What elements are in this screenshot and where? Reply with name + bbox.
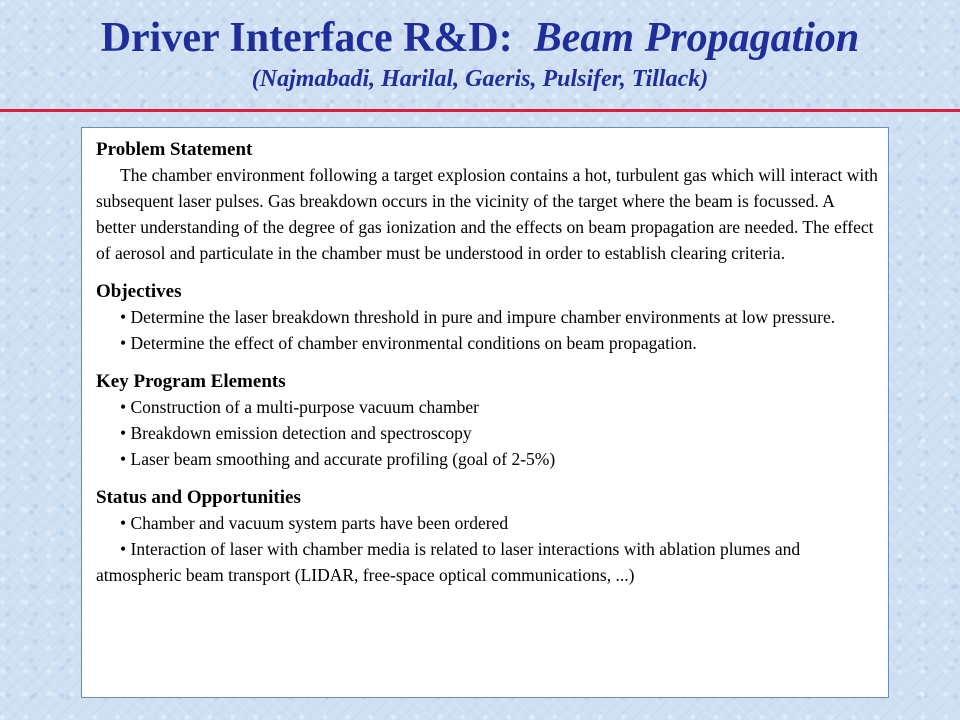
objective-item: • Determine the laser breakdown threshold in pure and impure chamber environments at low pressure.: [120, 307, 836, 327]
section-key-program-elements: [96, 370, 878, 472]
objective-item: • Determine the effect of chamber environmental conditions on beam propagation.: [120, 333, 697, 353]
title-emphasis: Beam Propagation: [533, 15, 860, 61]
status-opportunities-heading: Status and Opportunities: [96, 487, 301, 508]
slide-title: [0, 12, 960, 64]
objectives-heading: Objectives: [96, 281, 182, 302]
section-problem-statement: [96, 138, 878, 266]
problem-statement-heading: Problem Statement: [96, 139, 253, 160]
problem-statement-text: The chamber environment following a target explosion contains a hot, turbulent gas which will interact with subsequent laser pulses. Gas breakdown occurs in the vicinity of the target where the beam is focussed. A better understanding of the degree of gas ionization and the effects on beam propagation are needed. The effect of aerosol and particulate in the chamber must be understood in order to establish clearing criteria.: [96, 165, 878, 263]
status-item: • Interaction of laser with chamber media is related to laser interactions with ablation plumes and atmospheric beam transport (LIDAR, free-space optical communications, ...): [96, 539, 801, 585]
key-program-elements-heading: Key Program Elements: [96, 371, 286, 392]
section-objectives: [96, 280, 878, 356]
title-main: Driver Interface R&D:: [100, 15, 513, 61]
key-element-item: • Laser beam smoothing and accurate profiling (goal of 2-5%): [120, 449, 556, 469]
content-box: [81, 127, 889, 698]
authors-subtitle: (Najmabadi, Harilal, Gaeris, Pulsifer, Tillack): [251, 66, 709, 92]
key-element-item: • Breakdown emission detection and spectroscopy: [120, 423, 472, 443]
section-status-opportunities: [96, 486, 878, 588]
status-item: • Chamber and vacuum system parts have been ordered: [120, 513, 509, 533]
title-divider: [0, 109, 960, 112]
key-element-item: • Construction of a multi-purpose vacuum chamber: [120, 397, 479, 417]
